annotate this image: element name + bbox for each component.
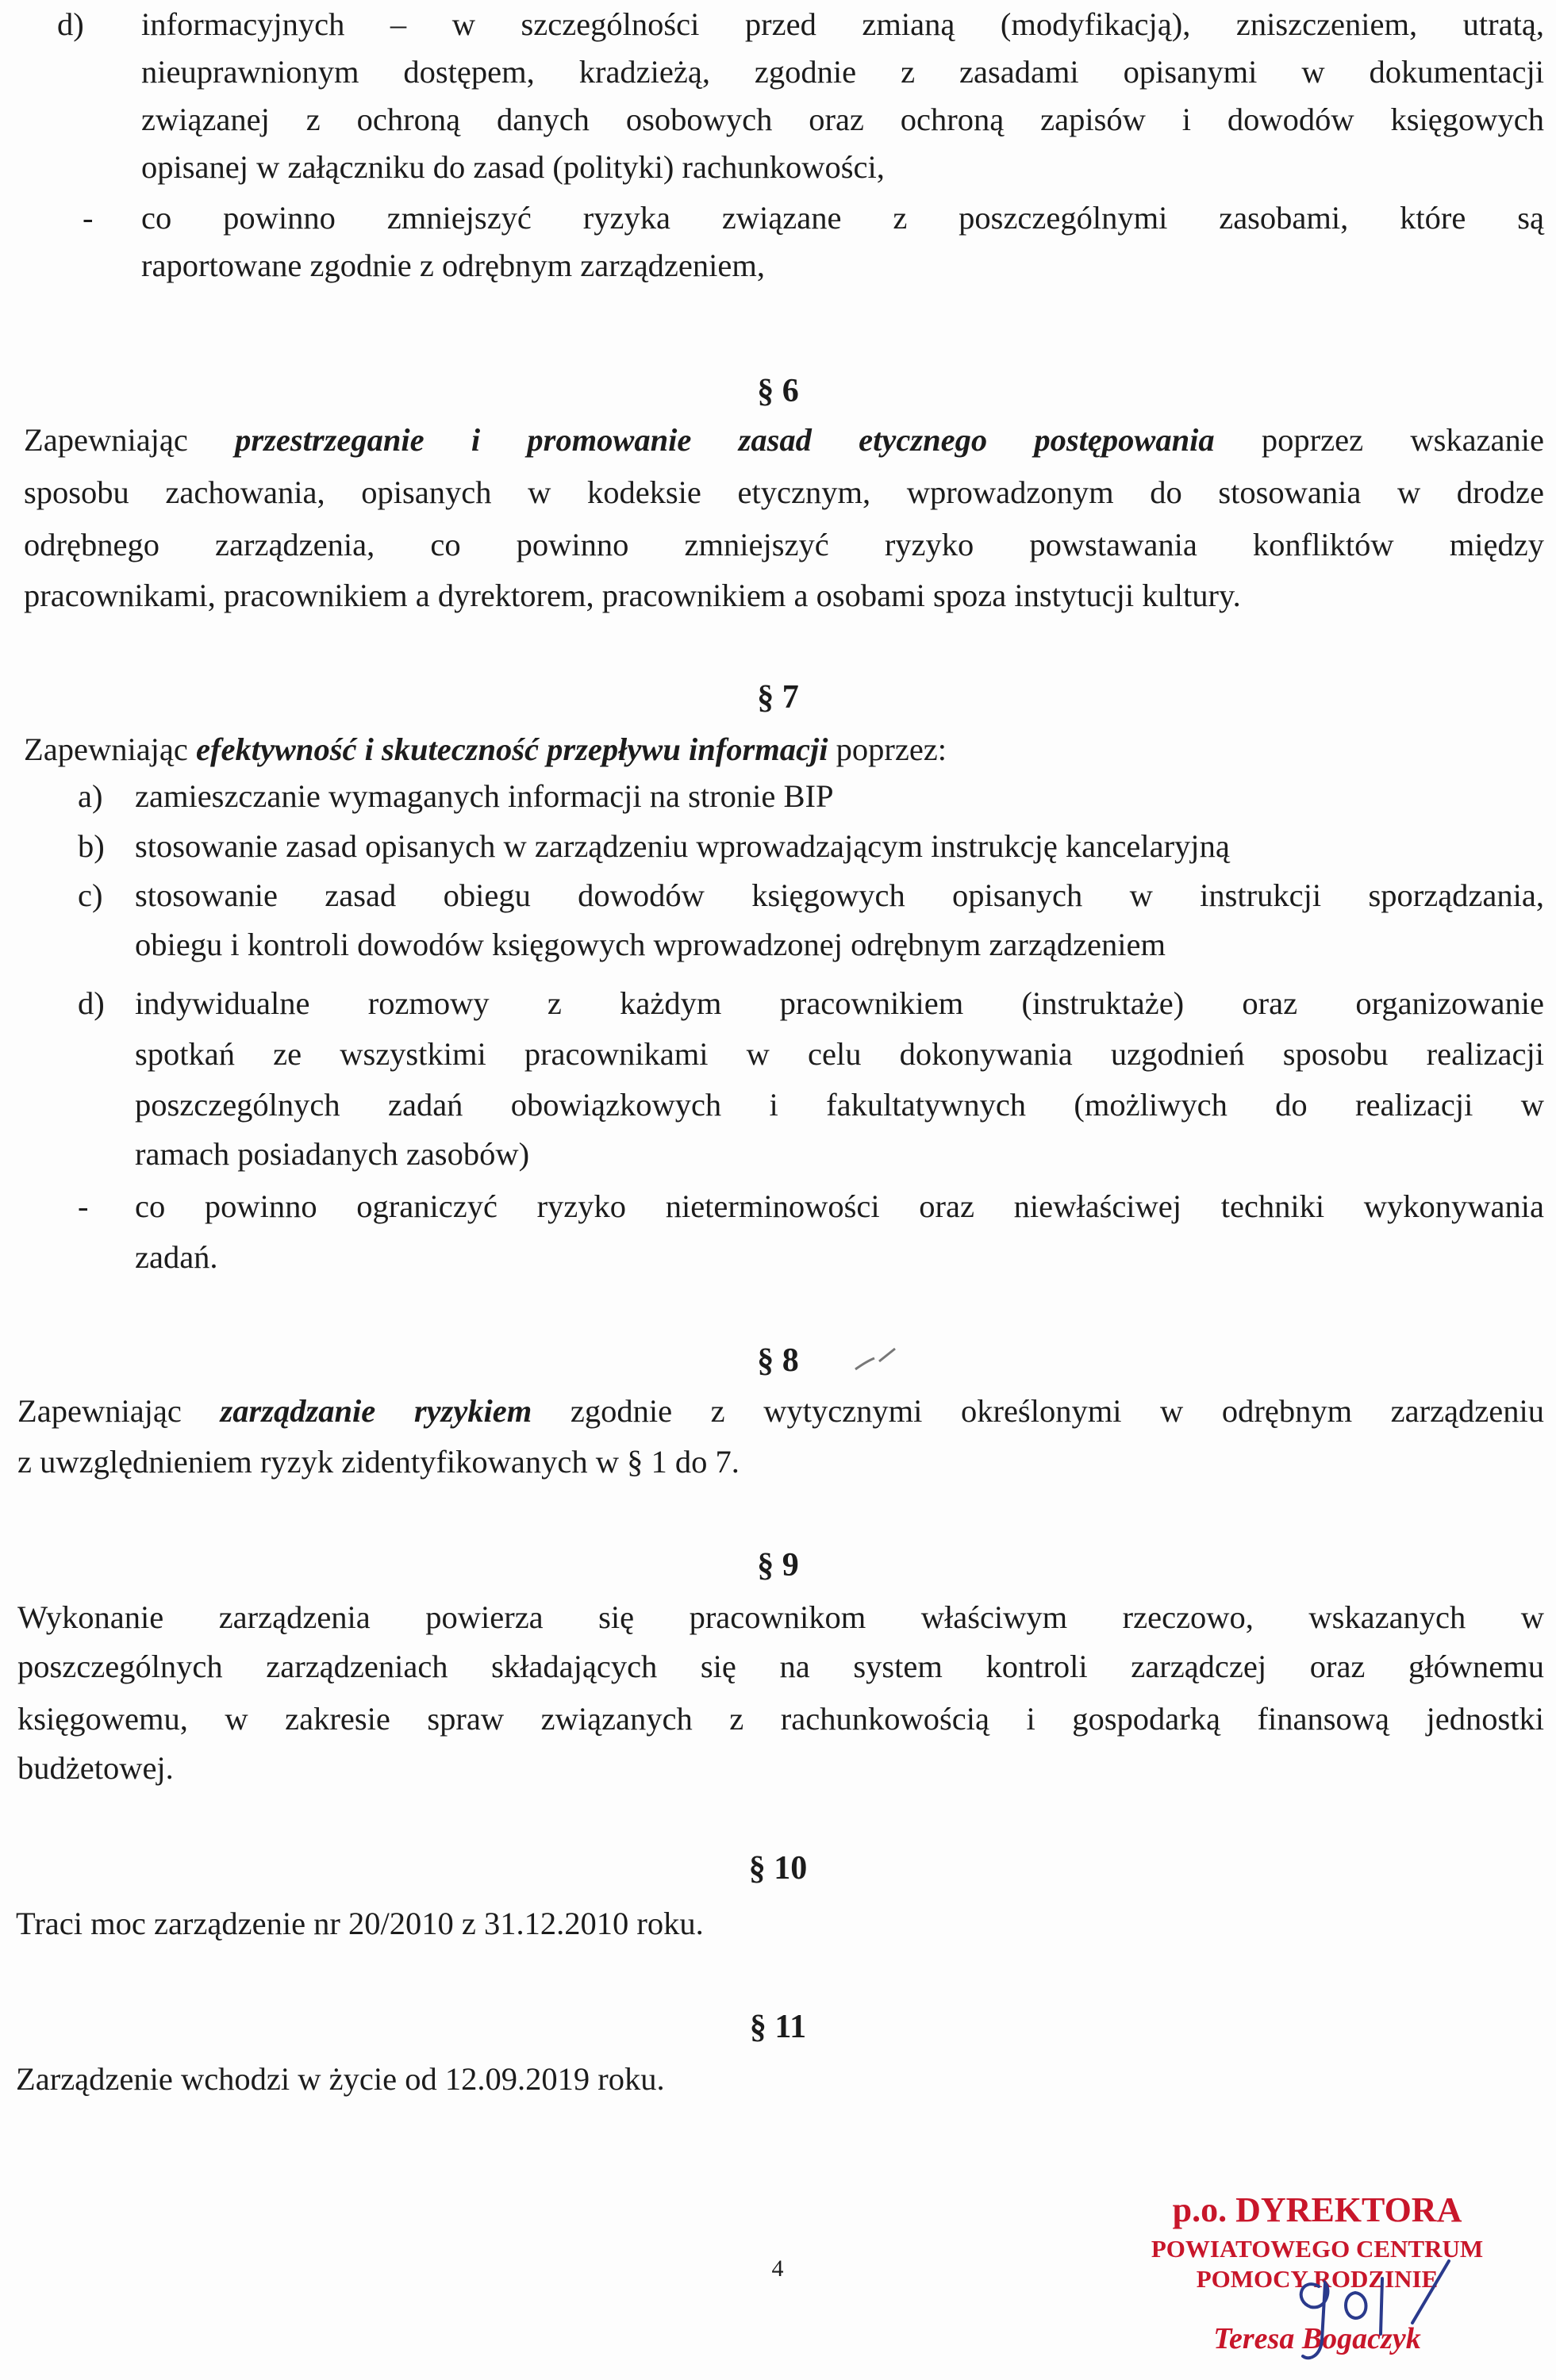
- list-item: poszczególnych zadań obowiązkowych i fakultatywnych (możliwych do realizacji w: [135, 1087, 1544, 1123]
- list-item: zamieszczanie wymaganych informacji na stronie BIP: [135, 778, 834, 814]
- s8-line: Zapewniając zarządzanie ryzykiem zgodnie z wytycznymi określonymi w odrębnym zarządzeniu: [17, 1393, 1544, 1429]
- item-d-line: informacyjnych – w szczególności przed zmianą (modyfikacją), zniszczeniem, utratą,: [141, 6, 1544, 42]
- stamp-title: p.o. DYREKTORA: [1172, 2190, 1462, 2229]
- s9-line: budżetowej.: [17, 1750, 174, 1786]
- stamp-name: Teresa Bogaczyk: [1213, 2322, 1421, 2355]
- list-item: stosowanie zasad obiegu dowodów księgowych opisanych w instrukcji sporządzania,: [135, 877, 1544, 913]
- page-number: 4: [771, 2255, 784, 2282]
- list-marker: b): [78, 828, 105, 864]
- section-heading-9: § 9: [757, 1547, 799, 1583]
- list-item: stosowanie zasad opisanych w zarządzeniu wprowadzającym instrukcję kancelaryjną: [135, 828, 1230, 864]
- section-heading-10: § 10: [748, 1850, 808, 1887]
- s10-text: Traci moc zarządzenie nr 20/2010 z 31.12.2010 roku.: [16, 1906, 704, 1941]
- section-heading-6: § 6: [757, 373, 799, 409]
- item-d-line: nieuprawnionym dostępem, kradzieżą, zgodnie z zasadami opisanymi w dokumentacji: [141, 54, 1544, 90]
- list-item: spotkań ze wszystkimi pracownikami w celu dokonywania uzgodnień sposobu realizacji: [135, 1036, 1544, 1072]
- list-item: obiegu i kontroli dowodów księgowych wprowadzonej odrębnym zarządzeniem: [135, 927, 1166, 962]
- section-heading-7: § 7: [757, 679, 799, 716]
- stamp-institution-line: POWIATOWEGO CENTRUM: [1151, 2235, 1484, 2263]
- s11-text: Zarządzenie wchodzi w życie od 12.09.2019 roku.: [16, 2061, 665, 2097]
- dash-line: raportowane zgodnie z odrębnym zarządzeniem,: [141, 248, 765, 283]
- list-item: ramach posiadanych zasobów): [135, 1136, 530, 1172]
- s8-emphasis: zarządzanie ryzykiem: [220, 1393, 532, 1429]
- pen-mark: [849, 1344, 905, 1376]
- dash-line: zadań.: [135, 1239, 218, 1275]
- s9-line: księgowemu, w zakresie spraw związanych z rachunkowością i gospodarką finansową jednostki: [17, 1701, 1544, 1737]
- section-heading-11: § 11: [749, 2009, 807, 2045]
- s7-intro: Zapewniając efektywność i skuteczność przepływu informacji poprzez:: [24, 731, 947, 767]
- dash-marker: -: [78, 1188, 89, 1224]
- item-d-line: opisanej w załączniku do zasad (polityki) rachunkowości,: [141, 149, 885, 185]
- handwritten-signature: [1254, 2245, 1460, 2364]
- list-marker: a): [78, 778, 103, 814]
- section-heading-8: § 8: [757, 1342, 799, 1379]
- s6-line: pracownikami, pracownikiem a dyrektorem, pracownikiem a osobami spoza instytucji kultury.: [24, 578, 1241, 613]
- item-d-marker: d): [57, 6, 84, 42]
- list-marker: d): [78, 985, 105, 1021]
- s6-line: Zapewniając przestrzeganie i promowanie zasad etycznego postępowania poprzez wskazanie: [24, 422, 1544, 458]
- s9-line: poszczególnych zarządzeniach składających się na system kontroli zarządczej oraz głównemu: [17, 1649, 1544, 1684]
- list-item: indywidualne rozmowy z każdym pracownikiem (instruktaże) oraz organizowanie: [135, 985, 1544, 1021]
- s6-line: sposobu zachowania, opisanych w kodeksie etycznym, wprowadzonym do stosowania w drodze: [24, 474, 1544, 510]
- dash-line: co powinno zmniejszyć ryzyka związane z poszczególnymi zasobami, które są: [141, 200, 1544, 236]
- s6-emphasis: przestrzeganie i promowanie zasad etycznego postępowania: [235, 422, 1215, 458]
- item-d-line: związanej z ochroną danych osobowych oraz ochroną zapisów i dowodów księgowych: [141, 102, 1544, 137]
- dash-marker: -: [83, 200, 94, 236]
- s7-emphasis: efektywność i skuteczność przepływu informacji: [196, 731, 828, 767]
- dash-line: co powinno ograniczyć ryzyko nieterminowości oraz niewłaściwej techniki wykonywania: [135, 1188, 1544, 1224]
- list-marker: c): [78, 877, 103, 913]
- s8-line: z uwzględnieniem ryzyk zidentyfikowanych w § 1 do 7.: [17, 1444, 740, 1480]
- s6-line: odrębnego zarządzenia, co powinno zmniejszyć ryzyko powstawania konfliktów między: [24, 527, 1544, 562]
- stamp-institution-line: POMOCY RODZINIE: [1196, 2265, 1439, 2293]
- s9-line: Wykonanie zarządzenia powierza się pracownikom właściwym rzeczowo, wskazanych w: [17, 1599, 1544, 1635]
